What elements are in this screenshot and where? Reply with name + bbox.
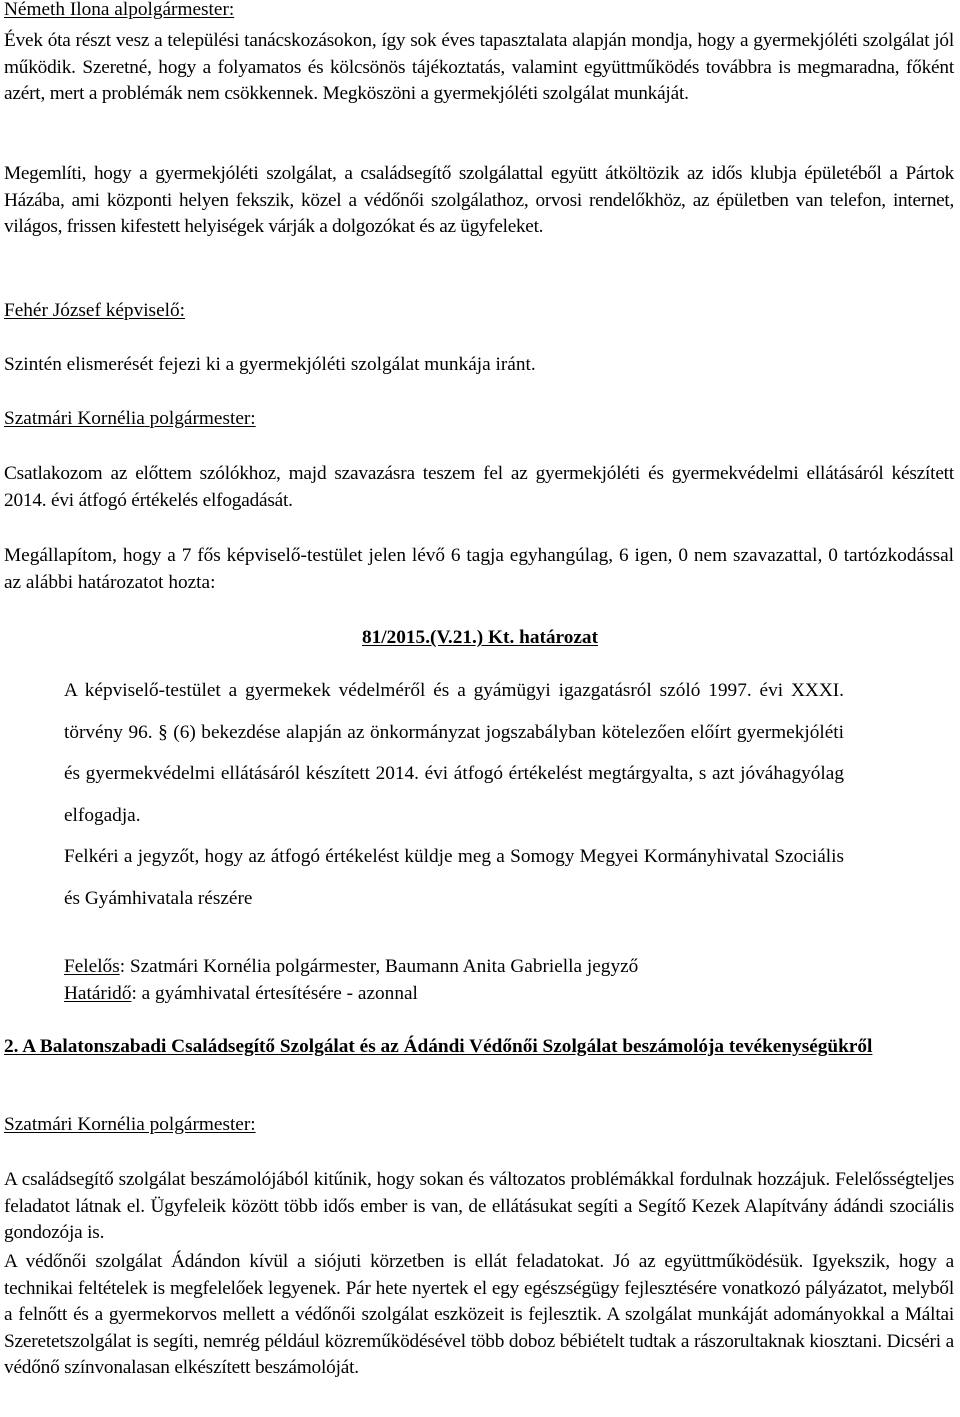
paragraph-megallapitom: Megállapítom, hogy a 7 fős képviselő-testület jelen lévő 6 tagja egyhangúlag, 6 igen, 0 nem szavazattal, 0 tartózkodással az alábbi határozatot hozta:: [4, 545, 954, 593]
deadline-value: : a gyámhivatal értesítésére - azonnal: [131, 983, 418, 1004]
resolution-body: A képviselő-testület a gyermekek védelméről és a gyámügyi igazgatásról szóló 1997. évi XXXI. törvény 96. § (6) bekezdése alapján az önkormányzat jogszabályban kötelezően előírt gyermekjóléti és gyermekvédelmi ellátásáról készített 2014. évi átfogó értékelést megtárgyalta, s azt jóváhagyólag elfogadja.: [64, 680, 844, 826]
section-heading: 2. A Balatonszabadi Családsegítő Szolgálat és az Ádándi Védőnői Szolgálat beszámolója tevékenységükről: [4, 1036, 873, 1057]
paragraph-csatlakozom: Csatlakozom az előttem szólókhoz, majd szavazásra teszem fel az gyermekjóléti és gyermekvédelmi ellátásáról készített 2014. évi átfogó értékelés elfogadását.: [4, 463, 954, 511]
responsible-line: [64, 954, 944, 981]
deadline-label: Határidő: [64, 983, 132, 1004]
speaker-name: Szatmári Kornélia: [4, 408, 145, 429]
paragraph-megemliti: Megemlíti, hogy a gyermekjóléti szolgálat, a családsegítő szolgálattal együtt átköltözik az idős klubja épületéből a Pártok Házába, ami központi helyen fekszik, közel a védőnői szolgálathoz, orvosi rendelőkhöz, az épületben van telefon, internet, világos, frissen kifestett helyiségek várják a dolgozókat és az ügyfeleket.: [4, 163, 954, 237]
speaker-nemeth-heading: Németh Ilona alpolgármester:: [4, 0, 235, 20]
responsible-label: Felelős: [64, 956, 120, 977]
speaker-szatmari-heading-2: Szatmári Kornélia polgármester:: [4, 1114, 256, 1135]
deadline-line: [64, 981, 944, 1008]
responsible-value: : Szatmári Kornélia polgármester, Baumann Anita Gabriella jegyző: [119, 956, 639, 977]
speaker-feher-heading: Fehér József képviselő:: [4, 300, 185, 321]
resolution-title: 81/2015.(V.21.) Kt. határozat: [362, 627, 598, 648]
paragraph-csaladsegito: A családsegítő szolgálat beszámolójából kitűnik, hogy sokan és változatos problémákkal fordulnak hozzájuk. Felelősségteljes feladatot látnak el. Ügyfeleik között több idős ember is van, de ellátásukat segíti a Segítő Kezek Alapítvány ádándi szociális gondozója is.: [4, 1169, 954, 1243]
paragraph-vedonoi: A védőnői szolgálat Ádándon kívül a siójuti körzetben is ellát feladatokat. Jó az együttműködésük. Igyekszik, hogy a technikai feltételek is megfelelőek legyenek. Pár hete nyertek el egy egészségügy fejlesztésére vonatkozó pályázatot, melyből a felnőtt és a gyermekorvos mellett a védőnői szolgálat eszközeit is fejlesztik. A szolgálat munkáját adományokkal a Máltai Szeretetszolgálat is segíti, nemrég például közreműködésével több doboz bébiételt tudtak a rászorultaknak kiosztani. Dicséri a védőnő színvonalasan elkészített beszámolóját.: [4, 1251, 954, 1378]
paragraph-nemeth: Évek óta részt vesz a települési tanácskozásokon, így sok éves tapasztalata alapján mondja, hogy a gyermekjóléti szolgálat jól működik. Szeretné, hogy a folyamatos és kölcsönös tájékoztatás, valamint együttműködés továbbra is megmaradna, főként azért, mert a problémák nem csökkennek. Megköszöni a gyermekjóléti szolgálat munkáját.: [4, 30, 954, 104]
speaker-role: polgármester:: [149, 408, 256, 429]
speaker-szatmari-heading: [4, 406, 954, 433]
resolution-request: Felkéri a jegyzőt, hogy az átfogó értékelést küldje meg a Somogy Megyei Kormányhivatal Szociális és Gyámhivatala részére: [64, 846, 844, 909]
paragraph-feher: Szintén elismerését fejezi ki a gyermekjóléti szolgálat munkája iránt.: [4, 354, 536, 375]
